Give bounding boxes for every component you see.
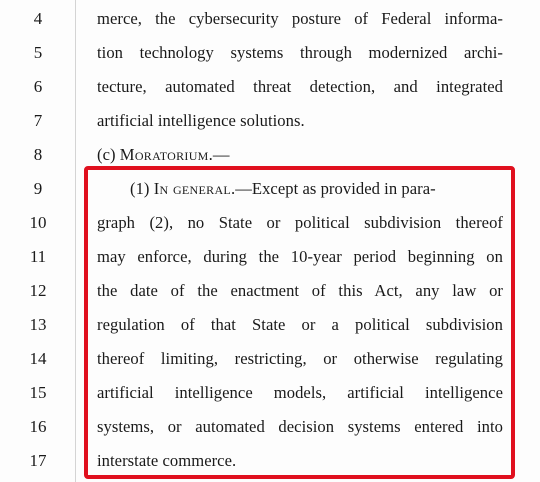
line-number: 16 [29, 417, 47, 436]
line-number: 9 [33, 179, 43, 198]
red-highlight-box [84, 166, 515, 479]
paragraph-prefix: (1) [130, 179, 154, 198]
line-text: tion technology systems through modernized archi- [97, 43, 503, 62]
text-line-4 [0, 2, 540, 36]
text-line-7 [0, 104, 540, 138]
heading-prefix: (c) [97, 145, 120, 164]
line-number: 6 [33, 77, 43, 96]
line-number: 17 [29, 451, 47, 470]
line-text: regulation of that State or a political subdivision [97, 315, 503, 334]
line-number: 11 [29, 247, 47, 266]
line-number: 12 [29, 281, 47, 300]
text-line-5 [0, 36, 540, 70]
heading-suffix: .— [208, 145, 230, 164]
line-text: the date of the enactment of this Act, any law or [97, 281, 503, 300]
line-number: 14 [29, 349, 47, 368]
paragraph-title: In general [153, 179, 232, 198]
line-number: 4 [33, 9, 43, 28]
line-text: artificial intelligence solutions. [97, 111, 305, 130]
line-text: merce, the cybersecurity posture of Federal informa- [97, 9, 503, 28]
line-number: 15 [29, 383, 47, 402]
heading-title: Moratorium [119, 145, 209, 164]
line-number: 5 [33, 43, 43, 62]
line-text: systems, or automated decision systems entered into [97, 417, 503, 436]
line-text: artificial intelligence models, artificial intelligence [97, 383, 503, 402]
line-text: graph (2), no State or political subdivision thereof [97, 213, 503, 232]
line-number: 10 [29, 213, 47, 232]
line-number: 8 [33, 145, 43, 164]
line-text: may enforce, during the 10-year period beginning on [97, 247, 503, 266]
paragraph-suffix: .—Except as provided in para- [231, 179, 436, 198]
text-line-6 [0, 70, 540, 104]
line-number: 13 [29, 315, 47, 334]
line-text: tecture, automated threat detection, and integrated [97, 77, 503, 96]
line-text: thereof limiting, restricting, or otherwise regulating [97, 349, 503, 368]
line-text: interstate commerce. [97, 451, 237, 470]
line-number: 7 [33, 111, 43, 130]
